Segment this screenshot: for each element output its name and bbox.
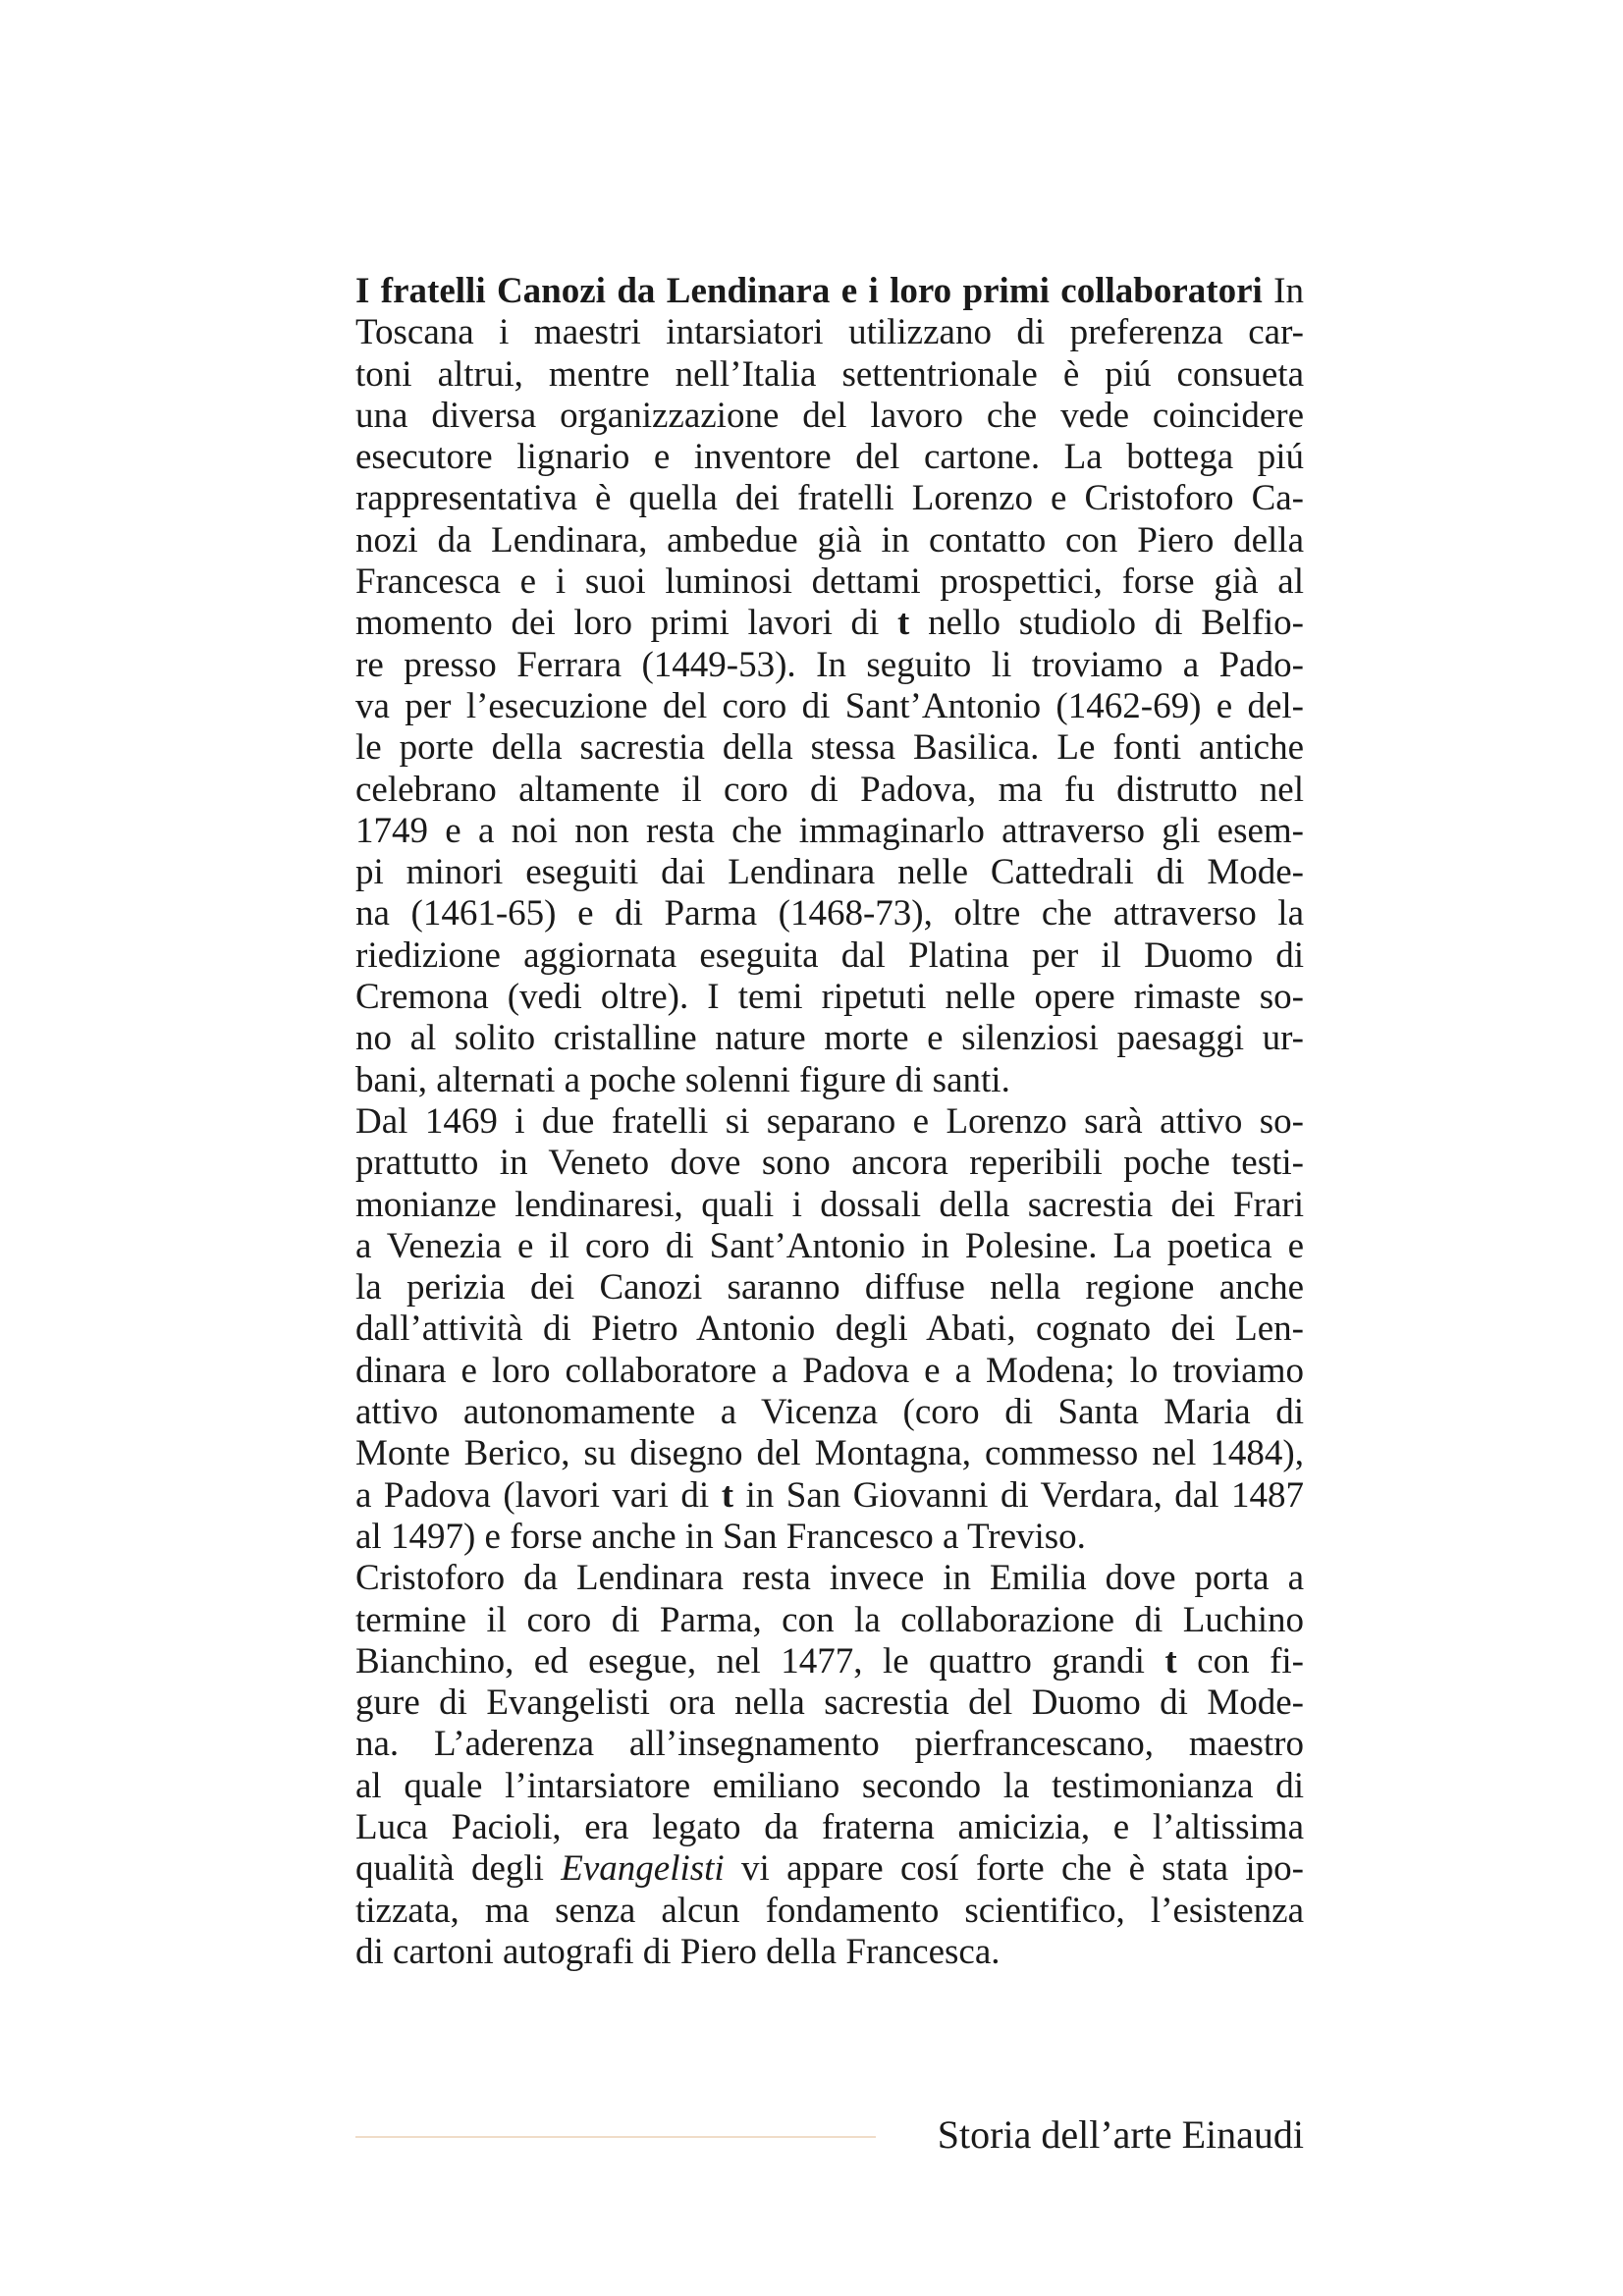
tarsia-abbrev: t bbox=[1164, 1640, 1177, 1682]
body-text bbox=[355, 271, 1304, 1973]
text-line: a Venezia e il coro di Sant’Antonio in Polesine. La poetica e bbox=[355, 1225, 1304, 1266]
tarsia-abbrev: t bbox=[897, 603, 910, 644]
text-line: toni altrui, mentre nell’Italia settentrionale è piú consueta bbox=[355, 353, 1304, 395]
text-line: celebrano altamente il coro di Padova, ma fu distrutto nel bbox=[355, 769, 1304, 810]
text-line: al 1497) e forse anche in San Francesco a Treviso. bbox=[355, 1516, 1086, 1557]
text-line: I fratelli Canozi da Lendinara e i loro primi collaboratori In bbox=[355, 271, 1304, 311]
text-line: Cremona (vedi oltre). I temi ripetuti nelle opere rimaste so- bbox=[355, 977, 1304, 1018]
text-line: Toscana i maestri intarsiatori utilizzano di preferenza car- bbox=[355, 312, 1304, 353]
text-line: gure di Evangelisti ora nella sacrestia del Duomo di Mode- bbox=[355, 1682, 1304, 1724]
text-line: a Padova (lavori vari di t in San Giovanni di Verdara, dal 1487 bbox=[355, 1474, 1304, 1516]
text-line: al quale l’intarsiatore emiliano secondo la testimonianza di bbox=[355, 1765, 1304, 1806]
text-line: 1749 e a noi non resta che immaginarlo attraverso gli esem- bbox=[355, 810, 1304, 851]
text-line: Dal 1469 i due fratelli si separano e Lorenzo sarà attivo so- bbox=[355, 1100, 1304, 1142]
text-line: Francesca e i suoi luminosi dettami prospettici, forse già al bbox=[355, 561, 1304, 603]
text-line: Luca Pacioli, era legato da fraterna amicizia, e l’altissima bbox=[355, 1806, 1304, 1847]
text-line: esecutore lignario e inventore del cartone. La bottega piú bbox=[355, 437, 1304, 478]
text-line: la perizia dei Canozi saranno diffuse nella regione anche bbox=[355, 1267, 1304, 1308]
italic-title: Evangelisti bbox=[561, 1848, 725, 1890]
text-line: Monte Berico, su disegno del Montagna, commesso nel 1484), bbox=[355, 1433, 1304, 1474]
text-line: rappresentativa è quella dei fratelli Lorenzo e Cristoforo Ca- bbox=[355, 478, 1304, 519]
text-line: Bianchino, ed esegue, nel 1477, le quattro grandi t con fi- bbox=[355, 1640, 1304, 1682]
text-line: re presso Ferrara (1449-53). In seguito li troviamo a Pado- bbox=[355, 644, 1304, 685]
text-line: tizzata, ma senza alcun fondamento scientifico, l’esistenza bbox=[355, 1890, 1304, 1931]
text-line: qualità degli Evangelisti vi appare cosí forte che è stata ipo- bbox=[355, 1848, 1304, 1890]
text-line: na (1461-65) e di Parma (1468-73), oltre che attraverso la bbox=[355, 893, 1304, 934]
text-line: prattutto in Veneto dove sono ancora reperibili poche testi- bbox=[355, 1143, 1304, 1184]
text-line: una diversa organizzazione del lavoro che vede coincidere bbox=[355, 395, 1304, 436]
text-line: termine il coro di Parma, con la collaborazione di Luchino bbox=[355, 1599, 1304, 1640]
text-line: le porte della sacrestia della stessa Basilica. Le fonti antiche bbox=[355, 727, 1304, 769]
text-line: bani, alternati a poche solenni figure di santi. bbox=[355, 1059, 1010, 1100]
text-line: monianze lendinaresi, quali i dossali della sacrestia dei Frari bbox=[355, 1184, 1304, 1225]
footer-title: Storia dell’arte Einaudi bbox=[937, 2112, 1304, 2157]
text-line: attivo autonomamente a Vicenza (coro di Santa Maria di bbox=[355, 1392, 1304, 1433]
text-line: dinara e loro collaboratore a Padova e a Modena; lo troviamo bbox=[355, 1350, 1304, 1391]
footer-rule bbox=[355, 2136, 876, 2138]
text-line: dall’attività di Pietro Antonio degli Abati, cognato dei Len- bbox=[355, 1308, 1304, 1350]
text-line: riedizione aggiornata eseguita dal Platina per il Duomo di bbox=[355, 934, 1304, 976]
page-footer bbox=[355, 2110, 1304, 2160]
tarsia-abbrev: t bbox=[721, 1474, 734, 1516]
text-line: Cristoforo da Lendinara resta invece in Emilia dove porta a bbox=[355, 1558, 1304, 1599]
text-line: di cartoni autografi di Piero della Francesca. bbox=[355, 1931, 1001, 1972]
text-line: no al solito cristalline nature morte e silenziosi paesaggi ur- bbox=[355, 1018, 1304, 1059]
text-line: va per l’esecuzione del coro di Sant’Antonio (1462-69) e del- bbox=[355, 685, 1304, 726]
section-heading: I fratelli Canozi da Lendinara e i loro primi collaboratori bbox=[355, 271, 1263, 311]
text-line: pi minori eseguiti dai Lendinara nelle Cattedrali di Mode- bbox=[355, 852, 1304, 893]
text-line: na. L’aderenza all’insegnamento pierfrancescano, maestro bbox=[355, 1724, 1304, 1765]
text-line: momento dei loro primi lavori di t nello studiolo di Belfio- bbox=[355, 603, 1304, 644]
text-line: nozi da Lendinara, ambedue già in contatto con Piero della bbox=[355, 519, 1304, 561]
